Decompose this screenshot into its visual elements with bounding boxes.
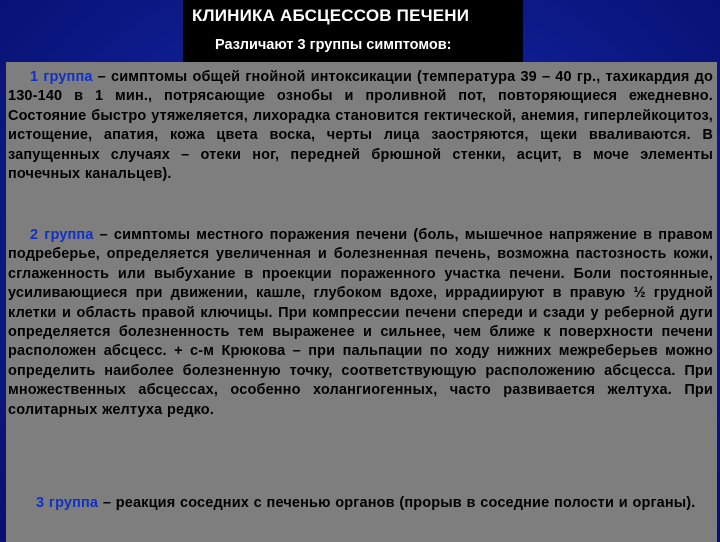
group-1-label: 1 группа	[30, 69, 93, 85]
group-3-paragraph	[6, 494, 717, 513]
group-2-text: – симптомы местного поражения печени (боль, мышечное напряжение в правом подреберье, определяется увеличенная и болезненная печень, возможна пастозность кожи, сглаженность или выбухание в проекции пораженного участка печени. Боли постоянные, усиливающиеся при движении, кашле, глубоком вдохе, иррадиируют в правую ½ грудной клетки и область правой ключицы. При компрессии печени спереди и сзади у реберной дуги определяется болезненность тем выраженее и сильнее, чем ближе к поверхности печени расположен абсцесс. + с-м Крюкова – при пальпации по ходу нижних межреберьев можно определить наиболее болезненную точку, соответствующую расположению абсцесса. При множественных абсцессах, особенно холангиогенных, часто развивается желтуха. При солитарных желтуха редко.	[8, 227, 713, 418]
group-2-paragraph	[6, 226, 717, 420]
group-1-paragraph	[6, 68, 717, 184]
group-3-text: – реакция соседних с печенью органов (прорыв в соседние полости и органы).	[98, 495, 696, 511]
group-1-text: – симптомы общей гнойной интоксикации (температура 39 – 40 гр., тахикардия до 130-140 в 1 мин., потрясающие ознобы и проливной пот, повторяющиеся ежедневно. Состояние быстро утяжеляется, лихорадка становится гектической, анемия, гиперлейкоцитоз, истощение, апатия, кожа цвета воска, черты лица заостряются, щеки вваливаются. В запущенных случаях – отеки ног, передней брюшной стенки, асцит, в моче элементы почечных канальцев).	[8, 69, 713, 183]
group-2-label: 2 группа	[30, 227, 94, 243]
slide-title: КЛИНИКА АБСЦЕССОВ ПЕЧЕНИ	[192, 6, 470, 25]
group-3-label: 3 группа	[36, 495, 99, 511]
content-panel	[6, 62, 717, 542]
slide-subtitle: Различают 3 группы симптомов:	[215, 37, 452, 53]
